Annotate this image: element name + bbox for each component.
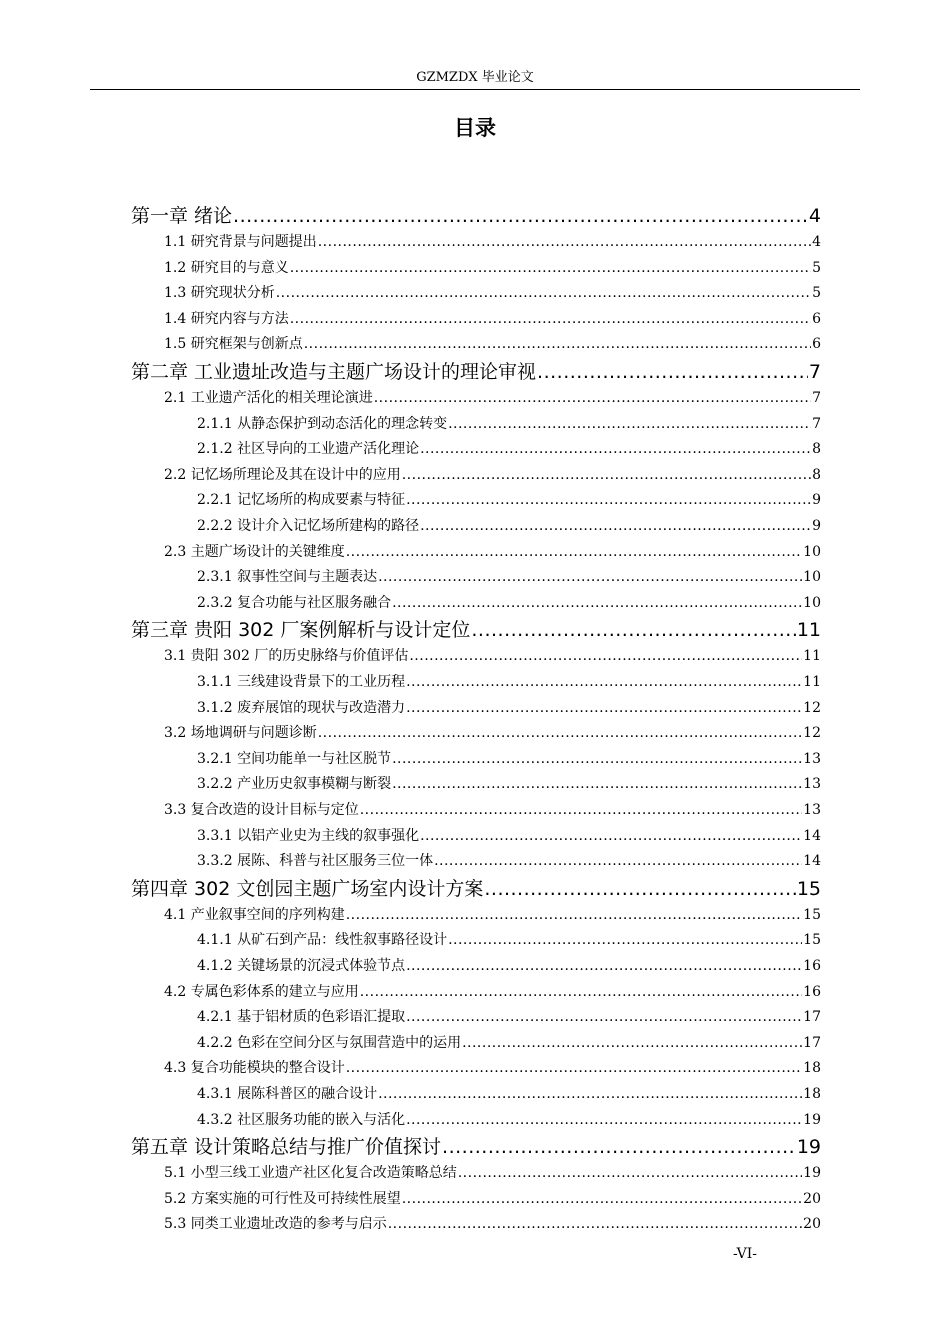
- toc-entry-page: 16: [803, 958, 821, 974]
- toc-entry-page: 13: [803, 750, 821, 767]
- toc-entry-title: 4.3.2 社区服务功能的嵌入与活化: [197, 1111, 406, 1128]
- toc-leader-dots: [290, 307, 811, 333]
- toc-entry-title: 1.1 研究背景与问题提出: [164, 234, 317, 250]
- toc-entry[interactable]: [197, 488, 821, 514]
- toc-entry-page: 17: [803, 1009, 821, 1026]
- toc-leader-dots: [409, 644, 802, 670]
- toc-entry-title: 5.2 方案实施的可行性及可持续性展望: [164, 1190, 401, 1207]
- toc-chapter-entry[interactable]: [131, 616, 821, 644]
- toc-leader-dots: [484, 875, 795, 903]
- toc-entry-title: 2.2.2 设计介入记忆场所建构的路径: [197, 518, 420, 534]
- toc-entry[interactable]: [197, 824, 821, 850]
- toc-leader-dots: [346, 540, 802, 566]
- toc-entry[interactable]: [164, 540, 821, 566]
- toc-entry[interactable]: [164, 1056, 821, 1082]
- toc-entry[interactable]: [164, 332, 821, 358]
- toc-entry-page: 4: [812, 234, 821, 250]
- toc-leader-dots: [388, 1212, 802, 1238]
- toc-entry-page: 11: [796, 619, 821, 642]
- toc-entry[interactable]: [197, 928, 821, 954]
- toc-leader-dots: [537, 358, 808, 386]
- header-rule: [90, 89, 860, 90]
- toc-leader-dots: [471, 616, 795, 644]
- toc-title: 目录: [454, 116, 496, 140]
- toc-leader-dots: [420, 824, 802, 850]
- toc-entry-title: 1.4 研究内容与方法: [164, 310, 289, 327]
- toc-leader-dots: [402, 1187, 802, 1213]
- toc-entry-title: 第四章 302 文创园主题广场室内设计方案: [131, 877, 484, 900]
- toc-entry-title: 2.2.1 记忆场所的构成要素与特征: [197, 492, 406, 509]
- toc-entry-title: 2.1.2 社区导向的工业遗产活化理论: [197, 441, 420, 458]
- page-header: GZMZDX 毕业论文: [416, 70, 534, 85]
- toc-leader-dots: [406, 954, 802, 980]
- toc-entry[interactable]: [197, 1108, 821, 1134]
- toc-entry-page: 8: [812, 441, 821, 458]
- toc-entry-title: 1.2 研究目的与意义: [164, 259, 289, 276]
- toc-entry-page: 12: [803, 699, 821, 716]
- toc-entry-page: 20: [803, 1216, 821, 1233]
- toc-entry-title: 4.3.1 展陈科普区的融合设计: [197, 1086, 378, 1102]
- toc-entry-title: 4.2.1 基于铝材质的色彩语汇提取: [197, 1009, 406, 1026]
- toc-leader-dots: [304, 332, 811, 358]
- toc-entry-page: 16: [803, 983, 821, 1000]
- toc-leader-dots: [392, 772, 802, 798]
- toc-entry[interactable]: [164, 463, 821, 489]
- toc-entry-title: 1.3 研究现状分析: [164, 285, 275, 302]
- toc-leader-dots: [318, 230, 811, 256]
- toc-entry-page: 5: [812, 259, 821, 276]
- toc-entry-title: 4.3 复合功能模块的整合设计: [164, 1060, 345, 1077]
- toc-entry-page: 9: [812, 492, 821, 509]
- toc-entry[interactable]: [164, 1187, 821, 1213]
- toc-entry-page: 10: [803, 543, 821, 560]
- toc-leader-dots: [406, 488, 811, 514]
- toc-leader-dots: [346, 1056, 802, 1082]
- toc-entry-page: 17: [803, 1034, 821, 1051]
- toc-entry[interactable]: [197, 954, 821, 980]
- toc-leader-dots: [462, 1031, 802, 1057]
- toc-entry-page: 9: [812, 518, 821, 534]
- toc-entry[interactable]: [197, 514, 821, 540]
- toc-entry-page: 19: [803, 1165, 821, 1182]
- toc-leader-dots: [392, 747, 802, 773]
- toc-entry[interactable]: [164, 903, 821, 929]
- toc-leader-dots: [374, 386, 811, 412]
- toc-entry-title: 5.1 小型三线工业遗产社区化复合改造策略总结: [164, 1165, 457, 1182]
- toc-entry-page: 15: [803, 906, 821, 923]
- toc-entry-page: 4: [808, 205, 821, 227]
- toc-entry-title: 4.1.2 关键场景的沉浸式体验节点: [197, 958, 406, 974]
- toc-entry[interactable]: [164, 1212, 821, 1238]
- toc-entry-page: 18: [803, 1086, 821, 1102]
- toc-entry-title: 3.3.1 以铝产业史为主线的叙事强化: [197, 827, 420, 844]
- toc-entry[interactable]: [164, 644, 821, 670]
- toc-leader-dots: [346, 903, 802, 929]
- toc-leader-dots: [406, 1108, 802, 1134]
- toc-entry[interactable]: [197, 437, 821, 463]
- toc-entry-title: 2.3.2 复合功能与社区服务融合: [197, 594, 392, 611]
- toc-leader-dots: [448, 412, 811, 438]
- toc-entry-title: 5.3 同类工业遗址改造的参考与启示: [164, 1216, 387, 1233]
- page-number: -VI-: [732, 1246, 758, 1262]
- toc-leader-dots: [406, 670, 802, 696]
- toc-entry-title: 2.1 工业遗产活化的相关理论演进: [164, 390, 373, 406]
- toc-entry-title: 4.1 产业叙事空间的序列构建: [164, 906, 345, 923]
- toc-entry-title: 3.3 复合改造的设计目标与定位: [164, 802, 359, 818]
- toc-entry[interactable]: [164, 798, 821, 824]
- toc-entry-page: 12: [803, 725, 821, 742]
- toc-leader-dots: [406, 1005, 802, 1031]
- toc-entry-page: 11: [803, 648, 821, 665]
- toc-entry-page: 7: [812, 415, 821, 432]
- toc-entry[interactable]: [197, 1082, 821, 1108]
- toc-leader-dots: [420, 514, 811, 540]
- toc-leader-dots: [276, 281, 811, 307]
- toc-entry[interactable]: [197, 670, 821, 696]
- toc-entry-title: 3.3.2 展陈、科普与社区服务三位一体: [197, 853, 434, 870]
- toc-entry-title: 2.2 记忆场所理论及其在设计中的应用: [164, 466, 401, 483]
- toc-entry-title: 第一章 绪论: [131, 205, 233, 227]
- toc-leader-dots: [378, 565, 802, 591]
- toc-entry-title: 3.2.2 产业历史叙事模糊与断裂: [197, 776, 392, 793]
- toc-entry-title: 3.1 贵阳 302 厂的历史脉络与价值评估: [164, 648, 409, 665]
- toc-leader-dots: [378, 1082, 802, 1108]
- toc-entry-page: 19: [796, 1136, 821, 1159]
- toc-entry-page: 6: [812, 336, 821, 353]
- toc-leader-dots: [360, 798, 802, 824]
- toc-entry-page: 18: [803, 1060, 821, 1077]
- toc-entry-title: 3.2 场地调研与问题诊断: [164, 725, 317, 742]
- toc-leader-dots: [233, 202, 808, 230]
- toc-leader-dots: [434, 849, 802, 875]
- toc-leader-dots: [392, 591, 802, 617]
- toc-entry-title: 2.3.1 叙事性空间与主题表达: [197, 569, 378, 586]
- toc-entry-page: 7: [808, 361, 821, 383]
- toc-entry-title: 1.5 研究框架与创新点: [164, 336, 303, 353]
- toc-entry[interactable]: [197, 849, 821, 875]
- toc-entry[interactable]: [197, 747, 821, 773]
- toc-entry-page: 19: [803, 1111, 821, 1128]
- toc-leader-dots: [402, 463, 811, 489]
- toc-entry[interactable]: [197, 1005, 821, 1031]
- toc-leader-dots: [448, 928, 802, 954]
- toc-leader-dots: [290, 256, 811, 282]
- toc-entry[interactable]: [164, 256, 821, 282]
- toc-leader-dots: [420, 437, 811, 463]
- toc-entry-page: 13: [803, 802, 821, 818]
- toc-entry[interactable]: [197, 591, 821, 617]
- toc-entry-title: 4.2.2 色彩在空间分区与氛围营造中的运用: [197, 1034, 462, 1051]
- toc-chapter-entry[interactable]: [131, 358, 821, 386]
- toc-entry-page: 5: [812, 285, 821, 302]
- toc-entry-page: 11: [803, 674, 821, 690]
- toc-entry-page: 6: [812, 310, 821, 327]
- toc-entry-title: 第五章 设计策略总结与推广价值探讨: [131, 1136, 442, 1159]
- toc-entry[interactable]: [164, 721, 821, 747]
- toc-leader-dots: [318, 721, 802, 747]
- toc-chapter-entry[interactable]: [131, 202, 821, 230]
- toc-entry-page: 10: [803, 569, 821, 586]
- toc-entry-title: 第三章 贵阳 302 厂案例解析与设计定位: [131, 619, 471, 642]
- toc-entry-title: 2.1.1 从静态保护到动态活化的理念转变: [197, 415, 448, 432]
- toc-leader-dots: [458, 1161, 802, 1187]
- toc-entry-page: 15: [803, 932, 821, 949]
- toc-chapter-entry[interactable]: [131, 875, 821, 903]
- toc-entry[interactable]: [197, 1031, 821, 1057]
- toc-leader-dots: [406, 696, 802, 722]
- toc-leader-dots: [442, 1133, 796, 1161]
- toc-entry[interactable]: [164, 1161, 821, 1187]
- toc-entry[interactable]: [197, 772, 821, 798]
- toc-entry[interactable]: [164, 281, 821, 307]
- toc-entry-page: 14: [803, 853, 821, 870]
- toc-entry-title: 3.2.1 空间功能单一与社区脱节: [197, 750, 392, 767]
- toc-entry-page: 13: [803, 776, 821, 793]
- toc-entry[interactable]: [197, 696, 821, 722]
- toc-entry[interactable]: [164, 230, 821, 256]
- toc-entry[interactable]: [164, 307, 821, 333]
- toc-entry-title: 3.1.1 三线建设背景下的工业历程: [197, 674, 406, 690]
- toc-entry-page: 14: [803, 827, 821, 844]
- toc-entry-title: 第二章 工业遗址改造与主题广场设计的理论审视: [131, 361, 537, 383]
- toc-entry-page: 10: [803, 594, 821, 611]
- toc-entry-title: 4.1.1 从矿石到产品：线性叙事路径设计: [197, 932, 448, 949]
- toc-entry-page: 7: [812, 390, 821, 406]
- toc-entry-title: 3.1.2 废弃展馆的现状与改造潜力: [197, 699, 406, 716]
- toc-entry[interactable]: [197, 412, 821, 438]
- toc-entry-title: 2.3 主题广场设计的关键维度: [164, 543, 345, 560]
- toc-entry[interactable]: [164, 386, 821, 412]
- toc-entry-title: 4.2 专属色彩体系的建立与应用: [164, 983, 359, 1000]
- toc-entry-page: 15: [796, 877, 821, 900]
- toc-entry-page: 20: [803, 1190, 821, 1207]
- toc-leader-dots: [360, 980, 802, 1006]
- toc-chapter-entry[interactable]: [131, 1133, 821, 1161]
- toc-entry-page: 8: [812, 466, 821, 483]
- toc-entry[interactable]: [164, 980, 821, 1006]
- toc-entry[interactable]: [197, 565, 821, 591]
